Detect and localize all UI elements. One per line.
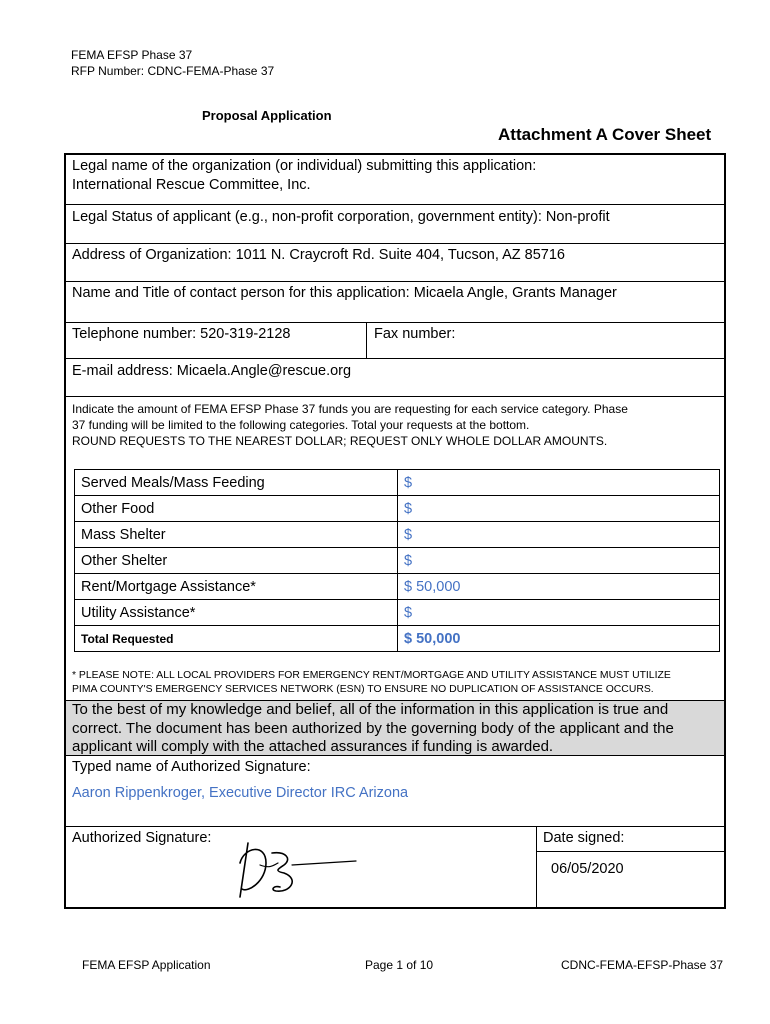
service-label: Rent/Mortgage Assistance* — [75, 574, 398, 600]
legal-name-value[interactable]: International Rescue Committee, Inc. — [72, 177, 311, 193]
telephone-field[interactable]: Telephone number: 520-319-2128 — [72, 326, 291, 342]
handwritten-signature — [226, 835, 386, 905]
table-row — [75, 600, 720, 626]
footer-right: CDNC-FEMA-EFSP-Phase 37 — [561, 958, 724, 972]
funding-instructions — [72, 401, 722, 449]
certify-line-2: correct. The document has been authorized by the governing body of the applicant and the — [72, 719, 674, 737]
service-amount-field[interactable]: $ 50,000 — [398, 574, 720, 600]
attachment-title: Attachment A Cover Sheet — [498, 125, 712, 144]
service-amount-field[interactable]: $ — [398, 496, 720, 522]
signature-date-divider — [536, 826, 537, 909]
certification-statement — [66, 701, 724, 755]
service-category-table — [74, 469, 720, 652]
note-line-1: * PLEASE NOTE: ALL LOCAL PROVIDERS FOR EMERGENCY RENT/MORTGAGE AND UTILITY ASSISTANCE MUST UTILIZE — [72, 670, 671, 681]
footer-left: FEMA EFSP Application — [82, 958, 211, 972]
table-row — [75, 548, 720, 574]
service-amount-field[interactable]: $ — [398, 600, 720, 626]
table-row — [75, 522, 720, 548]
note-line-2: PIMA COUNTY'S EMERGENCY SERVICES NETWORK (ESN) TO ENSURE NO DUPLICATION OF ASSISTANCE OCCURS. — [72, 684, 654, 695]
table-row — [75, 574, 720, 600]
service-label: Served Meals/Mass Feeding — [75, 470, 398, 496]
email-field[interactable]: E-mail address: Micaela.Angle@rescue.org — [72, 363, 352, 379]
total-label: Total Requested — [75, 626, 398, 652]
legal-name-section — [66, 155, 724, 205]
assistance-note — [72, 669, 722, 697]
service-label: Other Shelter — [75, 548, 398, 574]
address-section — [66, 244, 724, 282]
header-rfp-number: RFP Number: CDNC-FEMA-Phase 37 — [71, 64, 275, 78]
contact-field[interactable]: Name and Title of contact person for this application: Micaela Angle, Grants Manager — [72, 285, 617, 301]
total-row — [75, 626, 720, 652]
certify-line-1: To the best of my knowledge and belief, all of the information in this application is true and — [72, 701, 669, 718]
proposal-title: Proposal Application — [202, 108, 332, 123]
signature-label: Authorized Signature: — [72, 830, 212, 846]
legal-status-section — [66, 205, 724, 244]
divider — [536, 851, 724, 852]
fax-field[interactable]: Fax number: — [374, 326, 456, 342]
address-field[interactable]: Address of Organization: 1011 N. Craycroft Rd. Suite 404, Tucson, AZ 85716 — [72, 247, 565, 263]
service-amount-field[interactable]: $ — [398, 522, 720, 548]
table-row — [75, 470, 720, 496]
table-row — [75, 496, 720, 522]
legal-status-field[interactable]: Legal Status of applicant (e.g., non-profit corporation, government entity): Non-profit — [72, 209, 610, 225]
service-amount-field[interactable]: $ — [398, 548, 720, 574]
typed-name-label: Typed name of Authorized Signature: — [72, 759, 311, 775]
cover-sheet-form — [64, 153, 726, 909]
total-amount-field[interactable]: $ 50,000 — [398, 626, 720, 652]
date-label: Date signed: — [543, 830, 625, 846]
phone-fax-section — [66, 323, 724, 359]
typed-name-value[interactable]: Aaron Rippenkroger, Executive Director IRC Arizona — [72, 785, 409, 801]
certify-line-3: applicant will comply with the attached assurances if funding is awarded. — [72, 738, 554, 755]
instructions-line-2: 37 funding will be limited to the following categories. Total your requests at the bottom. — [72, 418, 530, 432]
instructions-line-3: ROUND REQUESTS TO THE NEAREST DOLLAR; REQUEST ONLY WHOLE DOLLAR AMOUNTS. — [72, 434, 608, 448]
email-section — [66, 359, 724, 397]
legal-name-label: Legal name of the organization (or individual) submitting this application: — [72, 158, 537, 174]
instructions-line-1: Indicate the amount of FEMA EFSP Phase 37 funds you are requesting for each service category. Phase — [72, 402, 628, 416]
service-label: Mass Shelter — [75, 522, 398, 548]
service-label: Other Food — [75, 496, 398, 522]
date-value[interactable]: 06/05/2020 — [551, 861, 624, 877]
service-label: Utility Assistance* — [75, 600, 398, 626]
header-program: FEMA EFSP Phase 37 — [71, 48, 193, 62]
divider — [66, 826, 724, 827]
page-number: Page 1 of 10 — [365, 958, 434, 972]
divider — [66, 755, 724, 756]
contact-section — [66, 282, 724, 323]
service-amount-field[interactable]: $ — [398, 470, 720, 496]
phone-fax-divider — [366, 323, 367, 358]
